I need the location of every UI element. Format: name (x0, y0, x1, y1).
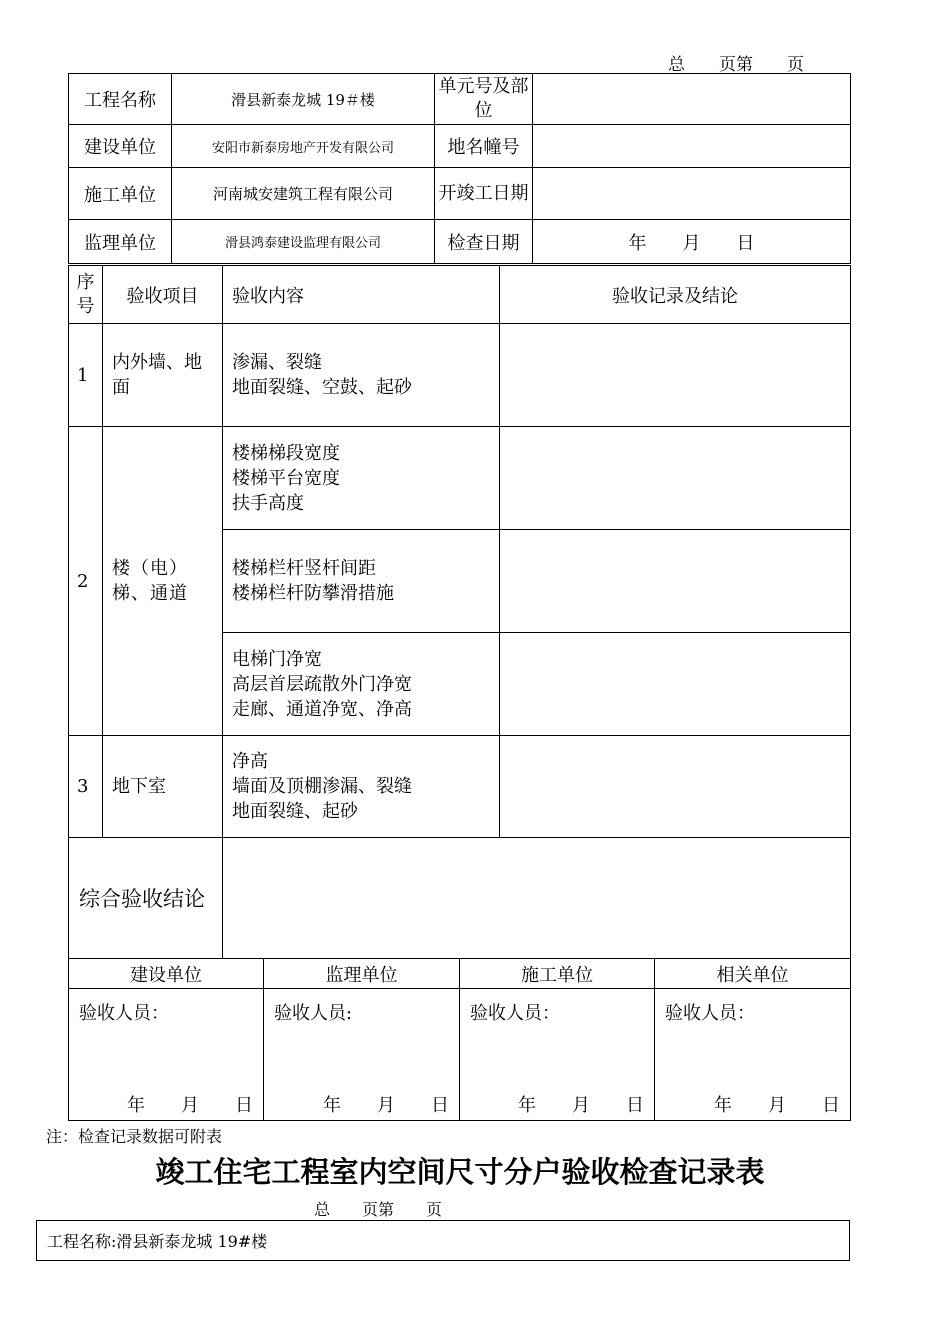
constructor-label: 施工单位 (69, 168, 172, 220)
row-record[interactable] (500, 736, 851, 838)
row-item: 楼（电）梯、通道 (103, 427, 223, 736)
signature-cell[interactable] (460, 989, 655, 1121)
constructor-value[interactable]: 河南城安建筑工程有限公司 (172, 168, 435, 220)
row-record[interactable] (500, 324, 851, 427)
signature-person-label: 验收人员： (79, 1003, 169, 1024)
page-indicator-bottom: 总 页第 页 (314, 1200, 443, 1219)
signature-unit: 施工单位 (460, 959, 655, 989)
second-form-table (36, 1220, 850, 1261)
conclusion-value[interactable] (223, 838, 851, 959)
builder-value[interactable]: 安阳市新泰房地产开发有限公司 (172, 125, 435, 168)
inspection-table (68, 265, 851, 959)
row-item: 内外墙、地面 (103, 324, 223, 427)
second-form-project-line: 工程名称:滑县新泰龙城 19#楼 (37, 1221, 850, 1261)
second-form-title: 竣工住宅工程室内空间尺寸分户验收检查记录表 (155, 1155, 765, 1189)
signature-cell[interactable] (264, 989, 460, 1121)
check-date-value[interactable]: 年 月 日 (533, 220, 851, 264)
signature-person-label: 验收人员: (274, 1003, 353, 1024)
row-record[interactable] (500, 427, 851, 530)
row-content: 净高 墙面及顶棚渗漏、裂缝 地面裂缝、起砂 (223, 736, 500, 838)
signature-unit: 建设单位 (69, 959, 264, 989)
project-name-value[interactable]: 滑县新泰龙城 19＃楼 (172, 74, 435, 125)
row-content: 楼梯梯段宽度 楼梯平台宽度 扶手高度 (223, 427, 500, 530)
signature-person-label: 验收人员： (470, 1003, 560, 1024)
signature-unit: 相关单位 (655, 959, 851, 989)
header-item: 验收项目 (103, 266, 223, 324)
row-content: 楼梯栏杆竖杆间距 楼梯栏杆防攀滑措施 (223, 530, 500, 633)
dates-label: 开竣工日期 (435, 168, 533, 220)
page-indicator-top: 总 页第 页 (668, 55, 804, 75)
signature-date: 年 月 日 (518, 1095, 644, 1116)
signature-date: 年 月 日 (323, 1095, 449, 1116)
signature-cell[interactable] (69, 989, 264, 1121)
row-record[interactable] (500, 633, 851, 736)
unit-no-label: 单元号及部位 (435, 74, 533, 125)
row-item: 地下室 (103, 736, 223, 838)
signature-cell[interactable] (655, 989, 851, 1121)
row-content: 渗漏、裂缝 地面裂缝、空鼓、起砂 (223, 324, 500, 427)
header-content: 验收内容 (223, 266, 500, 324)
signature-unit: 监理单位 (264, 959, 460, 989)
header-no: 序号 (69, 266, 103, 324)
header-record: 验收记录及结论 (500, 266, 851, 324)
project-name-label: 工程名称 (69, 74, 172, 125)
signature-table (68, 958, 851, 1121)
header-info-table (68, 73, 851, 264)
footnote: 注：检查记录数据可附表 (46, 1127, 223, 1146)
row-no: 2 (69, 427, 103, 736)
unit-no-value[interactable] (533, 74, 851, 125)
signature-date: 年 月 日 (714, 1095, 840, 1116)
builder-label: 建设单位 (69, 125, 172, 168)
supervisor-label: 监理单位 (69, 220, 172, 264)
check-date-label: 检查日期 (435, 220, 533, 264)
conclusion-label: 综合验收结论 (69, 838, 223, 959)
row-no: 3 (69, 736, 103, 838)
signature-date: 年 月 日 (127, 1095, 253, 1116)
signature-person-label: 验收人员： (665, 1003, 755, 1024)
row-no: 1 (69, 324, 103, 427)
row-record[interactable] (500, 530, 851, 633)
address-label: 地名幢号 (435, 125, 533, 168)
row-content: 电梯门净宽 高层首层疏散外门净宽 走廊、通道净宽、净高 (223, 633, 500, 736)
address-value[interactable] (533, 125, 851, 168)
dates-value[interactable] (533, 168, 851, 220)
supervisor-value[interactable]: 滑县鸿泰建设监理有限公司 (172, 220, 435, 264)
